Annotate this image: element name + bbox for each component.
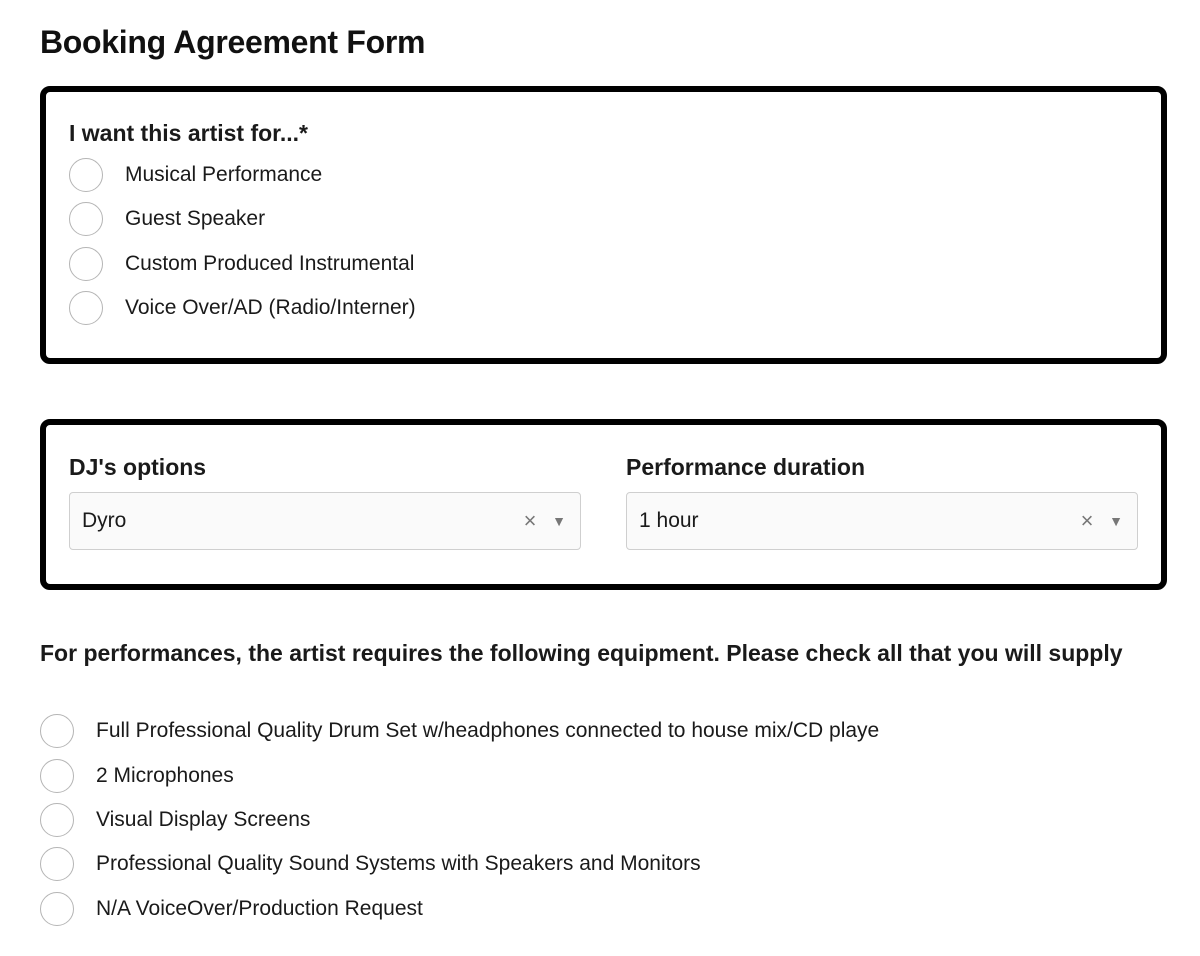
option-label: Voice Over/AD (Radio/Interner) [125, 296, 416, 319]
clear-icon[interactable]: × [523, 508, 537, 533]
checkbox[interactable] [40, 759, 74, 793]
clear-icon[interactable]: × [1080, 508, 1094, 533]
radio-button[interactable] [69, 202, 103, 236]
dj-options-label: DJ's options [69, 454, 207, 480]
option-label: Visual Display Screens [96, 808, 311, 831]
checkbox[interactable] [40, 847, 74, 881]
option-label: Guest Speaker [125, 207, 266, 230]
option-label: 2 Microphones [96, 764, 234, 787]
duration-select[interactable] [626, 492, 1138, 550]
radio-button[interactable] [69, 291, 103, 325]
equipment-label: For performances, the artist requires the following equipment. Please check all that you will supply [40, 640, 1123, 666]
checkbox[interactable] [40, 714, 74, 748]
equipment-option-display-screens[interactable] [40, 803, 310, 837]
option-label: Custom Produced Instrumental [125, 252, 415, 275]
artist-option-custom-instrumental[interactable] [69, 247, 414, 281]
equipment-option-microphones[interactable] [40, 759, 234, 793]
chevron-down-icon[interactable]: ▼ [1109, 513, 1123, 529]
option-label: Full Professional Quality Drum Set w/headphones connected to house mix/CD playe [96, 719, 880, 742]
dj-duration-panel [40, 419, 1167, 590]
chevron-down-icon[interactable]: ▼ [552, 513, 566, 529]
option-label: N/A VoiceOver/Production Request [96, 897, 423, 920]
equipment-option-drum-set[interactable] [40, 714, 879, 748]
checkbox[interactable] [40, 892, 74, 926]
artist-purpose-label: I want this artist for...* [69, 120, 308, 146]
radio-button[interactable] [69, 158, 103, 192]
option-label: Professional Quality Sound Systems with Speakers and Monitors [96, 852, 701, 875]
artist-purpose-panel [40, 86, 1167, 364]
duration-label: Performance duration [626, 454, 865, 480]
dj-options-value: Dyro [82, 509, 127, 532]
equipment-option-sound-systems[interactable] [40, 847, 701, 881]
equipment-option-na-voiceover[interactable] [40, 892, 423, 926]
form-title: Booking Agreement Form [40, 24, 426, 60]
checkbox[interactable] [40, 803, 74, 837]
artist-option-musical-performance[interactable] [69, 158, 322, 192]
radio-button[interactable] [69, 247, 103, 281]
artist-option-guest-speaker[interactable] [69, 202, 265, 236]
artist-option-voice-over[interactable] [69, 291, 416, 325]
duration-value: 1 hour [639, 509, 699, 532]
dj-options-select[interactable] [69, 492, 581, 550]
option-label: Musical Performance [125, 163, 323, 186]
